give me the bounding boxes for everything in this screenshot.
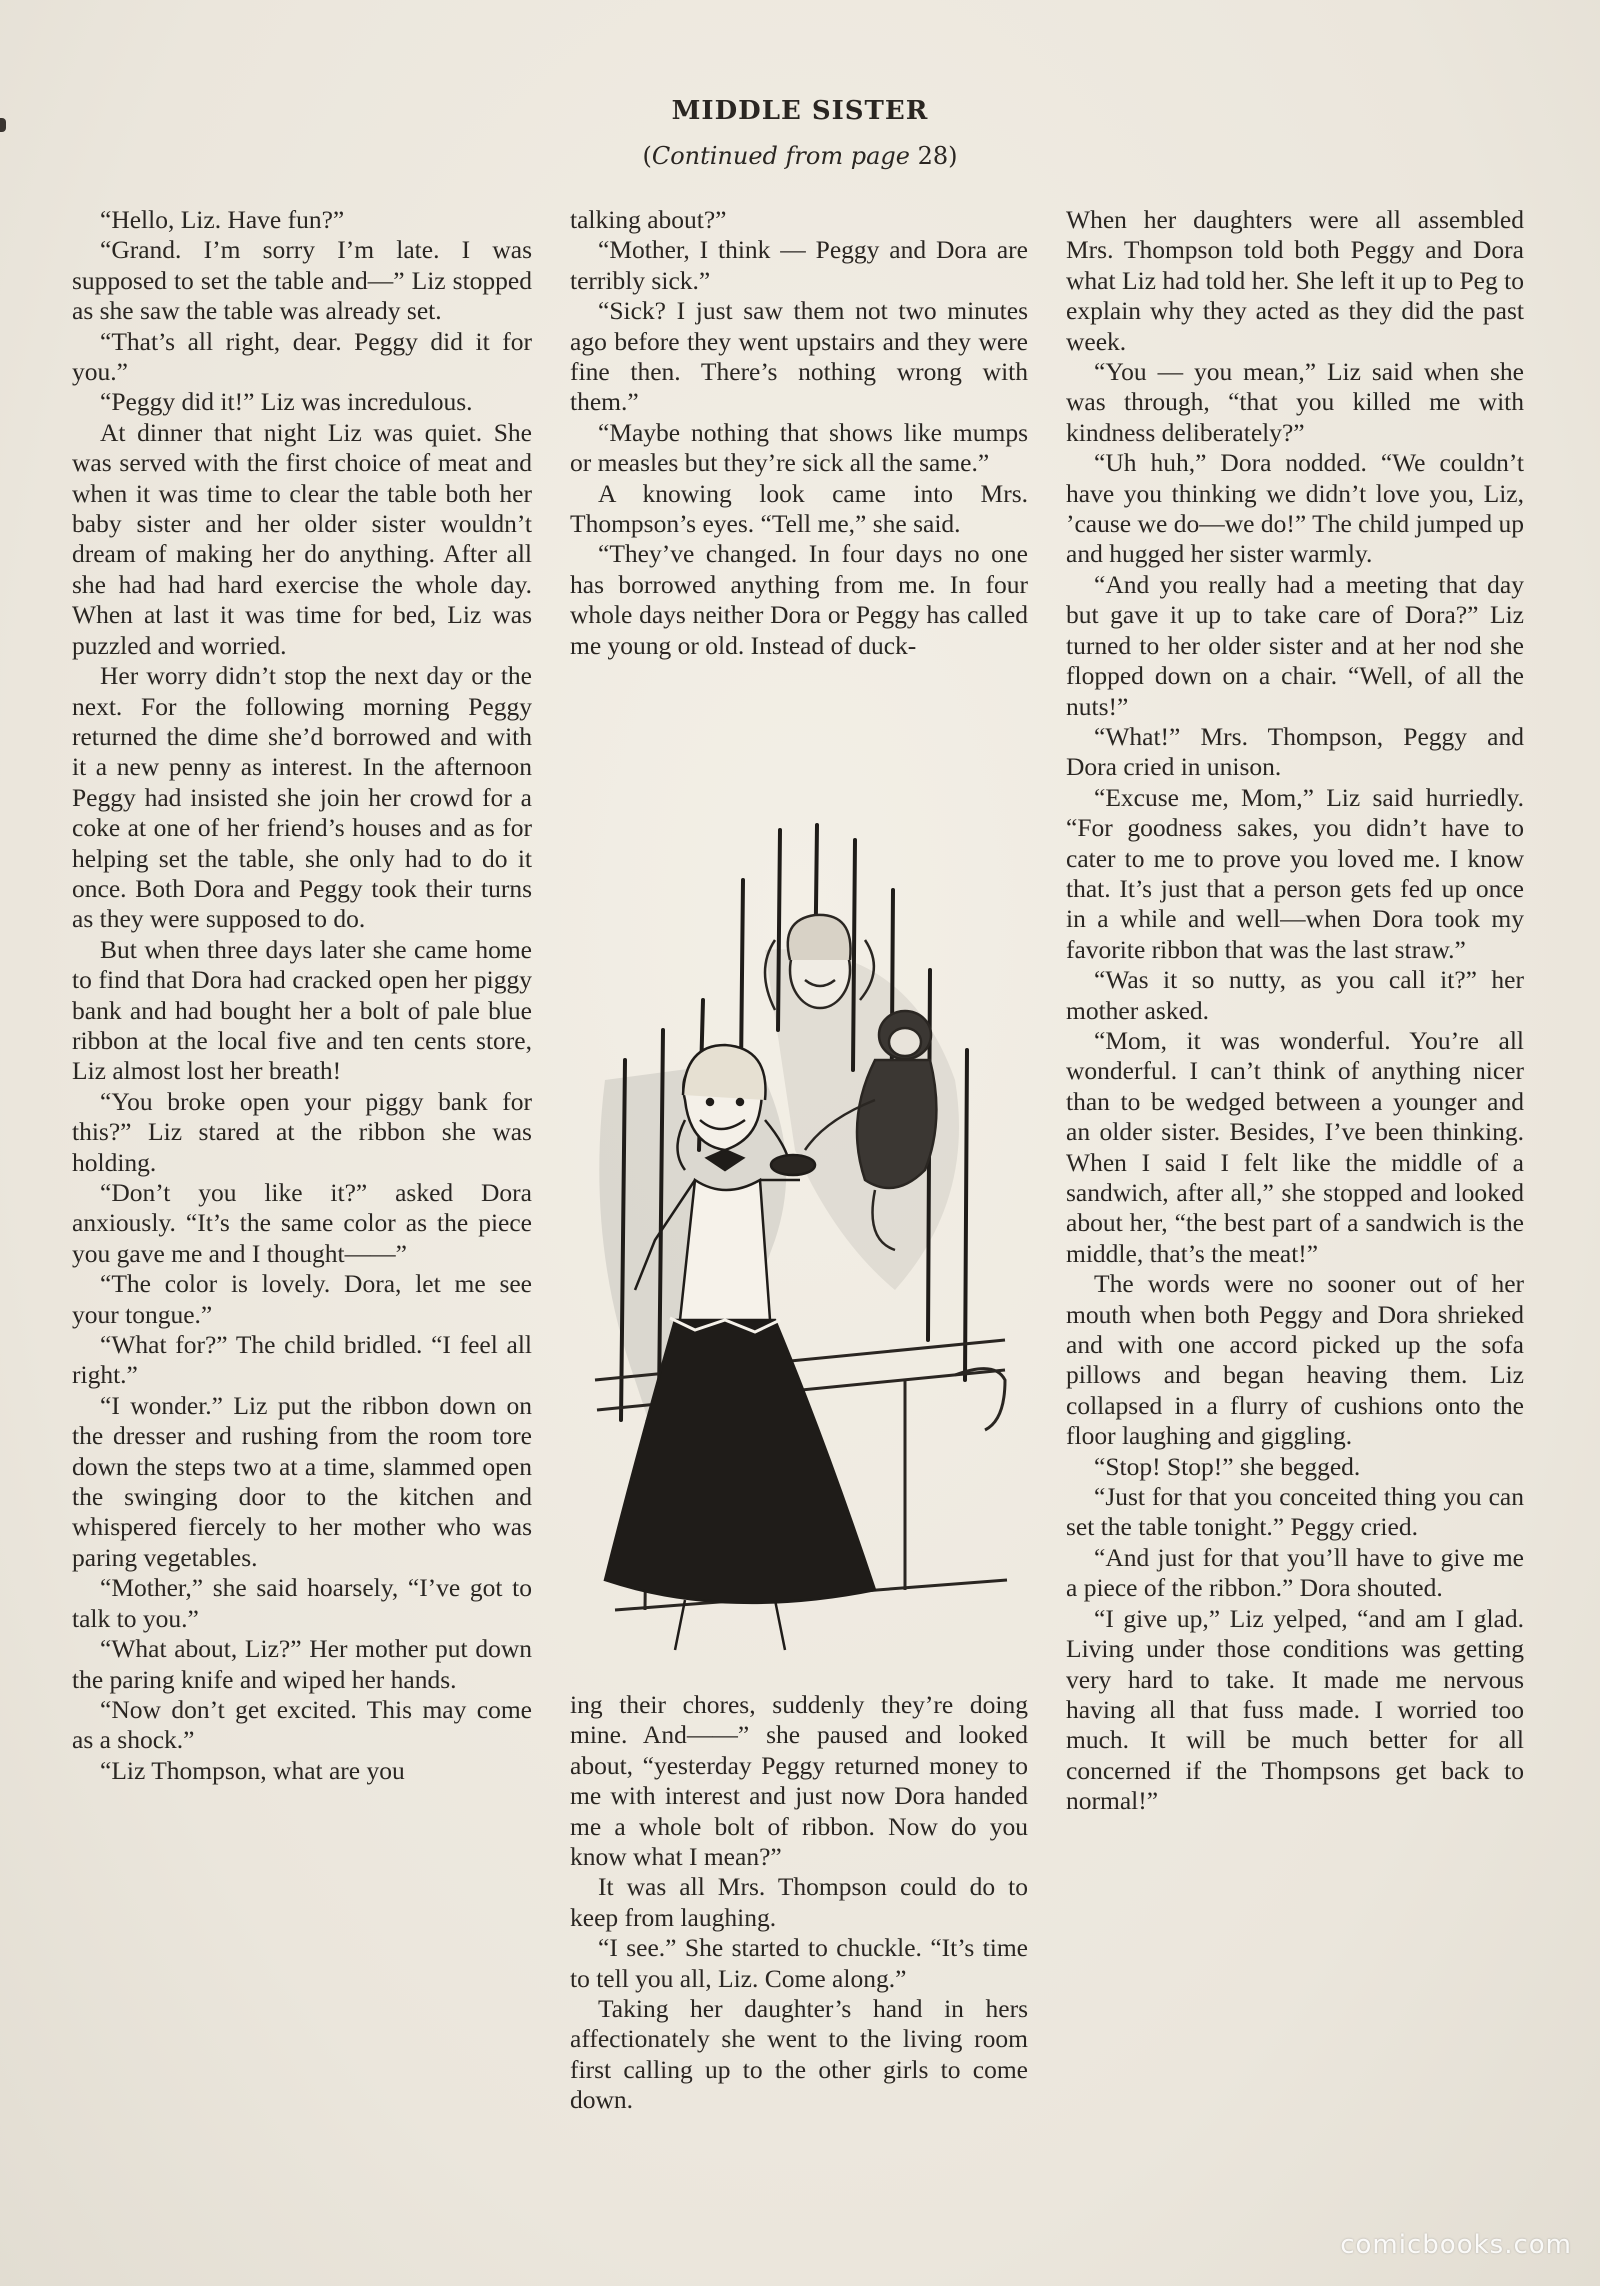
paragraph: “I wonder.” Liz put the ribbon down on the dresser and rushing from the room tore down the steps two at a time, slammed open the swinging door to the kitchen and whispered fiercely to her mother who was paring vegetables.: [72, 1390, 532, 1572]
paragraph: “I see.” She started to chuckle. “It’s time to tell you all, Liz. Come along.”: [570, 1933, 1028, 1993]
paragraph: “Peggy did it!” Liz was incredulous.: [100, 387, 473, 417]
paragraph: “Mother, I think — Peggy and Dora are terribly sick.”: [570, 235, 1028, 295]
paragraph: “They’ve changed. In four days no one has borrowed anything from me. In four whole days neither Dora or Peggy has called me young or old. Instead of duck-: [570, 539, 1028, 660]
paragraph: “Hello, Liz. Have fun?”: [100, 205, 345, 234]
paragraph: talking about?”: [570, 205, 727, 234]
paragraph: “Mother,” she said hoarsely, “I’ve got to talk to you.”: [72, 1573, 532, 1633]
text-column-2-bottom: [570, 1690, 1028, 2116]
paragraph: “Grand. I’m sorry I’m late. I was supposed to set the table and—” Liz stopped as she saw the table was already set.: [72, 235, 532, 326]
paragraph: ing their chores, suddenly they’re doing mine. And——” she paused and looked about, “yesterday Peggy returned money to me with interest and just now Dora handed me a whole bolt of ribbon. Now do you know what I mean?”: [570, 1690, 1028, 1872]
story-illustration: [575, 820, 1025, 1665]
text-column-3: [1066, 205, 1524, 1817]
continued-note: (Continued from page 28): [642, 142, 958, 170]
site-watermark: comicbooks.com: [1340, 2230, 1572, 2260]
paragraph: But when three days later she came home to find that Dora had cracked open her piggy bank and had bought her a bolt of pale blue ribbon at the local five and ten cents store, Liz almost lost her breath!: [72, 934, 532, 1086]
story-title: MIDDLE SISTER: [671, 96, 929, 126]
paragraph: “Liz Thompson, what are you: [100, 1755, 405, 1785]
paragraph: “Sick? I just saw them not two minutes ago before they went upstairs and they were fine then. There’s nothing wrong with them.”: [570, 296, 1028, 417]
paragraph: “Excuse me, Mom,” Liz said hurriedly. “For goodness sakes, you didn’t have to cater to me to prove you loved me. I know that. It’s just that a person gets fed up once in a while and well—when Dora took my favorite ribbon that was the last straw.”: [1066, 782, 1524, 964]
paragraph: A knowing look came into Mrs. Thompson’s eyes. “Tell me,” she said.: [570, 478, 1028, 539]
paragraph: “Maybe nothing that shows like mumps or measles but they’re sick all the same.”: [570, 417, 1028, 478]
continued-page-number: 28: [917, 142, 949, 170]
paragraph: “And just for that you’ll have to give me a piece of the ribbon.” Dora shouted.: [1066, 1542, 1524, 1603]
text-column-1: [72, 205, 532, 1786]
paragraph: “You broke open your piggy bank for this?” Liz stared at the ribbon she was holding.: [72, 1086, 532, 1177]
continued-italic: Continued from page: [651, 142, 910, 170]
paragraph: “The color is lovely. Dora, let me see your tongue.”: [72, 1269, 532, 1329]
paragraph: “Now don’t get excited. This may come as a shock.”: [72, 1694, 532, 1755]
paragraph: “Mom, it was wonderful. You’re all wonderful. I can’t think of anything nicer than to be wedged between a younger and an older sister. Besides, I’ve been thinking. When I said I felt like the middle of a sandwich, after all,” she stopped and looked about her, “the best part of a sandwich is the middle, that’s the meat!”: [1066, 1025, 1524, 1268]
paragraph: “Don’t you like it?” asked Dora anxiously. “It’s the same color as the piece you gave me and I thought——”: [72, 1178, 532, 1268]
paragraph: “What about, Liz?” Her mother put down the paring knife and wiped her hands.: [72, 1634, 532, 1694]
paragraph: “I give up,” Liz yelped, “and am I glad. Living under those conditions was getting very hard to take. It made me nervous having all that fuss made. I worried too much. It will be much better for all concerned if the Thompsons get back to normal!”: [1066, 1603, 1524, 1816]
paragraph: “You — you mean,” Liz said when she was through, “that you killed me with kindness deliberately?”: [1066, 357, 1524, 447]
text-column-2-top: [570, 205, 1028, 661]
paragraph: The words were no sooner out of her mouth when both Peggy and Dora shrieked and with one accord picked up the sofa pillows and began heaving them. Liz collapsed in a flurry of cushions onto the floor laughing and giggling.: [1066, 1269, 1524, 1451]
paragraph: When her daughters were all assembled Mrs. Thompson told both Peggy and Dora what Liz had told her. She left it up to Peg to explain why they acted as they did the past week.: [1066, 205, 1524, 356]
paragraph: “Just for that you conceited thing you can set the table tonight.” Peggy cried.: [1066, 1482, 1524, 1542]
paragraph: Her worry didn’t stop the next day or the next. For the following morning Peggy returned the dime she’d borrowed and with it a new penny as interest. In the afternoon Peggy had insisted she join her crowd for a coke at one of her friend’s houses and as for helping set the table, she only had to do it once. Both Dora and Peggy took their turns as they were supposed to do.: [72, 661, 532, 934]
paragraph: “What for?” The child bridled. “I feel all right.”: [72, 1330, 532, 1390]
paragraph: “Uh huh,” Dora nodded. “We couldn’t have you thinking we didn’t love you, Liz, ’cause we do—we do!” The child jumped up and hugged her sister warmly.: [1066, 448, 1524, 569]
paragraph: “Stop! Stop!” she begged.: [1094, 1451, 1361, 1481]
paragraph: “That’s all right, dear. Peggy did it for you.”: [72, 326, 532, 387]
paragraph: It was all Mrs. Thompson could do to keep from laughing.: [570, 1872, 1028, 1932]
paragraph: At dinner that night Liz was quiet. She was served with the first choice of meat and when it was time to clear the table both her baby sister and her older sister wouldn’t dream of making her do anything. After all she had had hard exercise the whole day. When at last it was time for bed, Liz was puzzled and worried.: [72, 417, 532, 660]
paragraph: “What!” Mrs. Thompson, Peggy and Dora cried in unison.: [1066, 721, 1524, 782]
paragraph: “And you really had a meeting that day but gave it up to take care of Dora?” Liz turned to her older sister and at her nod she flopped down on a chair. “Well, of all the nuts!”: [1066, 569, 1524, 721]
paragraph: Taking her daughter’s hand in hers affectionately she went to the living room first calling up to the other girls to come down.: [570, 1994, 1028, 2115]
paragraph: “Was it so nutty, as you call it?” her mother asked.: [1066, 965, 1524, 1025]
